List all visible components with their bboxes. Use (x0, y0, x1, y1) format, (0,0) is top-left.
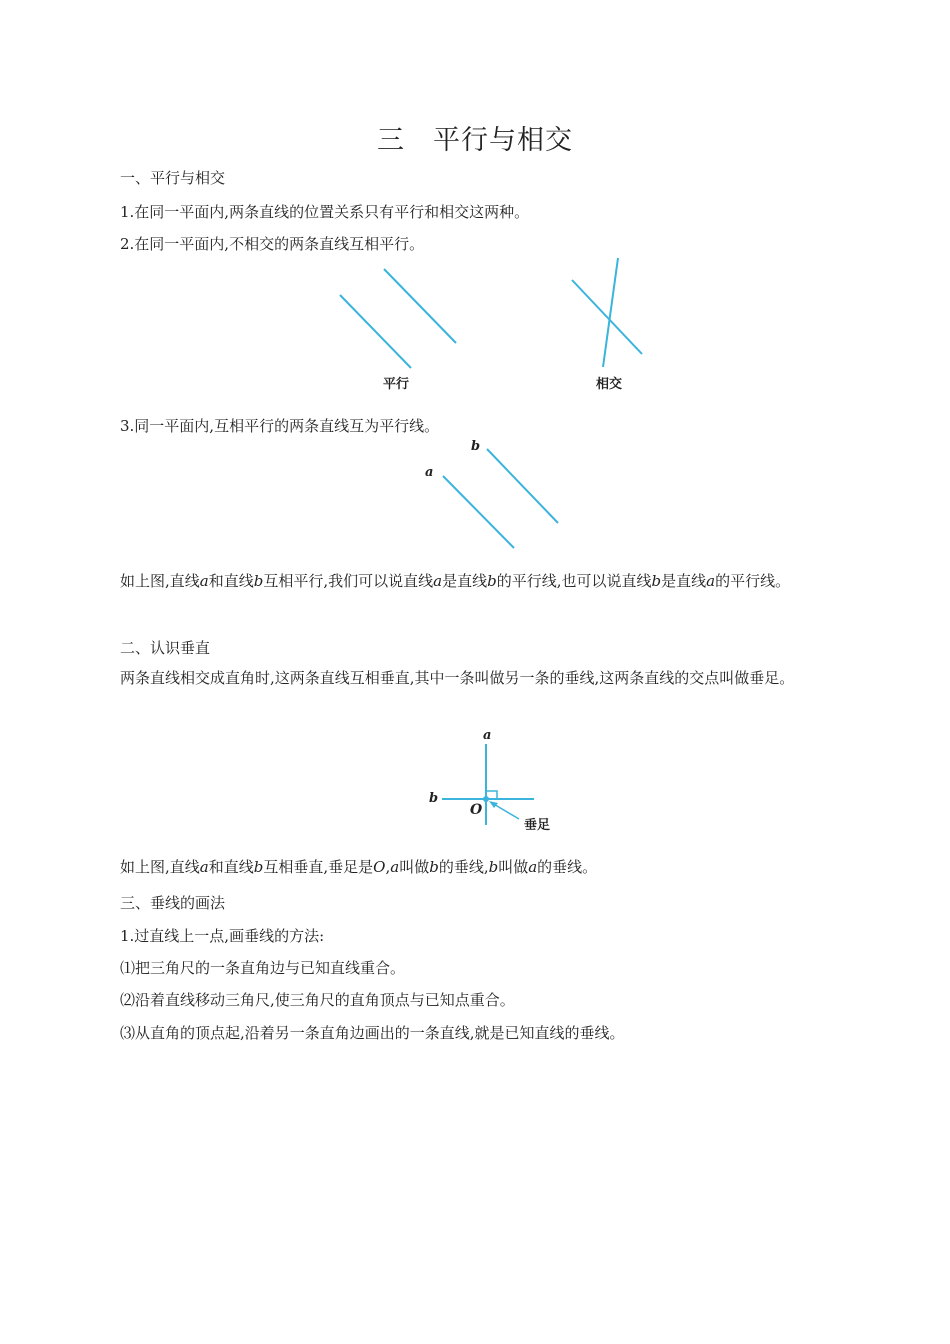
var-b: b (429, 858, 439, 876)
parallel-line-2 (384, 269, 456, 343)
section3-heading: 三、垂线的画法 (120, 894, 226, 912)
text-fragment: 如上图,直线 (120, 858, 200, 876)
parallel-line-1 (340, 295, 411, 368)
section2-definition: 两条直线相交成直角时,这两条直线互相垂直,其中一条叫做另一条的垂线,这两条直线的交点叫做垂足。 (120, 669, 795, 687)
text-fragment: 和直线 (208, 858, 254, 876)
text-fragment: 是直线 (661, 572, 707, 590)
section3-step3: ⑶从直角的顶点起,沿着另一条直角边画出的一条直线,就是已知直线的垂线。 (120, 1024, 625, 1042)
perp-label-b: b (429, 791, 439, 806)
section1-heading: 一、平行与相交 (120, 169, 226, 187)
page-title: 三 平行与相交 (377, 125, 573, 156)
var-b: b (488, 858, 499, 876)
var-a: a (433, 572, 443, 590)
var-a: a (390, 858, 400, 876)
text-fragment: 的垂线。 (537, 858, 598, 876)
section1-item1: 1.在同一平面内,两条直线的位置关系只有平行和相交这两种。 (120, 203, 530, 221)
section3-step2: ⑵沿着直线移动三角尺,使三角尺的直角顶点与已知点重合。 (120, 991, 515, 1009)
section3-item1: 1.过直线上一点,画垂线的方法: (120, 927, 325, 945)
text-fragment: , (385, 858, 391, 876)
text-fragment: 的平行线,也可以说直线 (496, 572, 652, 590)
text-fragment: 是直线 (442, 572, 488, 590)
text-fragment: 如上图,直线 (120, 572, 200, 590)
text-fragment: 互相垂直,垂足是 (263, 858, 374, 876)
line-b (487, 449, 558, 523)
foot-point (483, 796, 489, 802)
var-b: b (253, 858, 264, 876)
parallel-label: 平行 (383, 377, 410, 392)
intersect-line-2 (603, 258, 618, 367)
text-fragment: 叫做 (399, 858, 430, 876)
text-fragment: 互相平行,我们可以说直线 (263, 572, 434, 590)
perp-label-o: O (470, 802, 483, 818)
intersect-label: 相交 (596, 377, 623, 392)
section2-explanation (88, 850, 858, 885)
perp-label-foot: 垂足 (524, 818, 551, 833)
text-fragment: 和直线 (208, 572, 254, 590)
label-b: b (471, 439, 481, 454)
var-a: a (199, 572, 209, 590)
var-b: b (487, 572, 497, 590)
var-b: b (253, 572, 264, 590)
section2-heading: 二、认识垂直 (120, 639, 211, 657)
section1-explanation (88, 564, 858, 599)
var-o: O (373, 858, 386, 876)
var-b: b (651, 572, 662, 590)
line-a (443, 476, 514, 548)
section1-item2: 2.在同一平面内,不相交的两条直线互相平行。 (120, 235, 425, 253)
var-a: a (706, 572, 716, 590)
var-a: a (199, 858, 209, 876)
text-fragment: 的平行线。 (715, 572, 791, 590)
text-fragment: 叫做 (498, 858, 529, 876)
perp-label-a: a (483, 728, 492, 743)
label-a: a (425, 465, 434, 480)
section3-step1: ⑴把三角尺的一条直角边与已知直线重合。 (120, 959, 406, 977)
section1-item3: 3.同一平面内,互相平行的两条直线互为平行线。 (120, 417, 440, 435)
var-a: a (528, 858, 538, 876)
foot-arrow-head (489, 801, 498, 808)
text-fragment: 的垂线, (438, 858, 489, 876)
